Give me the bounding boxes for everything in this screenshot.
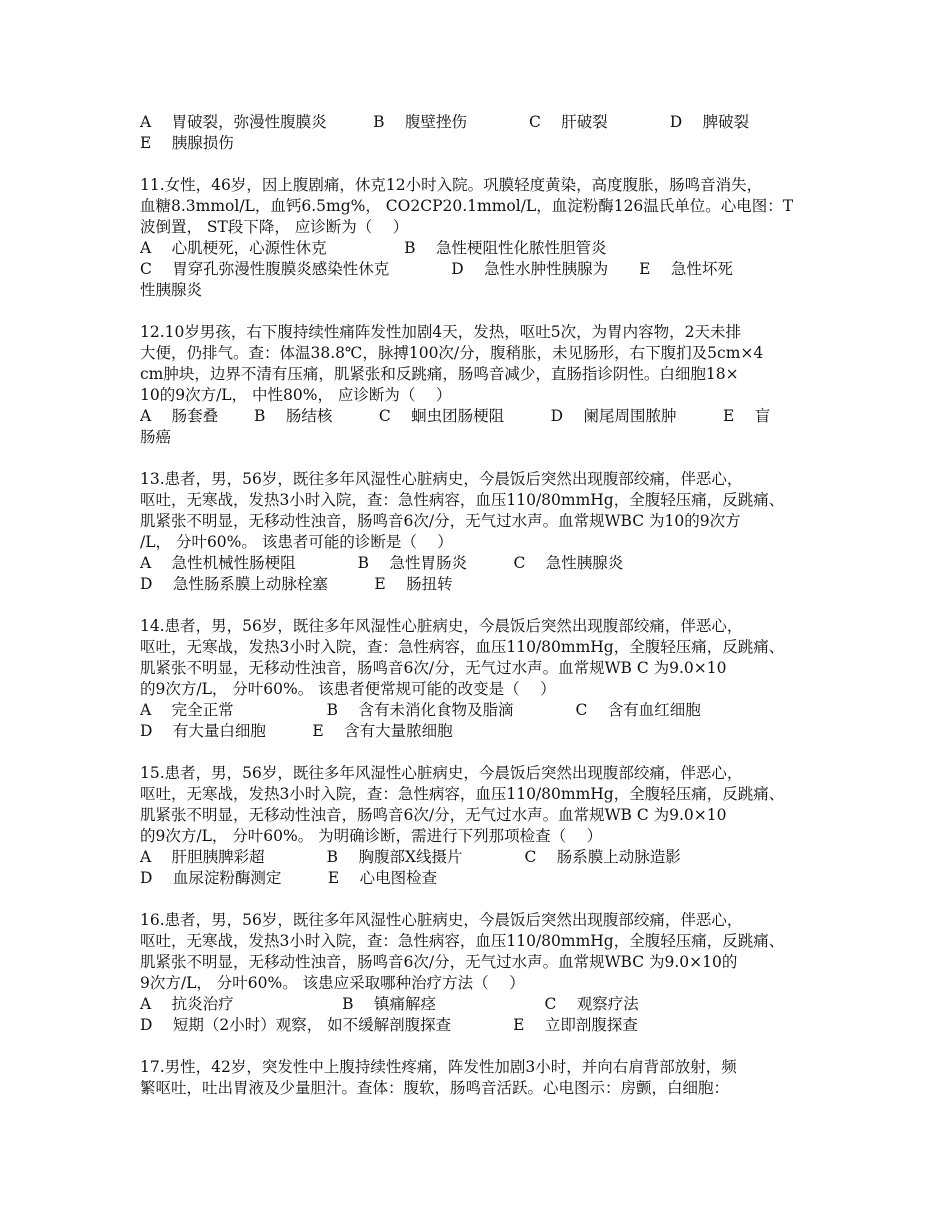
question-stem: 11.女性，46岁，因上腹剧痛，休克12小时入院。巩膜轻度黄染，高度腹胀，肠鸣音消失， — [140, 176, 763, 194]
question-10-options — [140, 112, 820, 154]
question-14 — [140, 616, 820, 742]
question-15 — [140, 763, 820, 889]
question-stem: 呕吐，无寒战，发热3小时入院，查：急性病容，血压110/80mmHg，全腹轻压痛，反跳痛、 — [140, 491, 785, 509]
question-stem: /L， 分叶60%。 该患者可能的诊断是（ ） — [140, 533, 453, 551]
option-line: D 血尿淀粉酶测定 E 心电图检查 — [140, 869, 438, 887]
option-line: D 有大量白细胞 E 含有大量脓细胞 — [140, 722, 453, 740]
question-stem: 肌紧张不明显，无移动性浊音，肠鸣音6次/分，无气过水声。血常规WB C 为9.0×10 — [140, 659, 727, 677]
question-stem: 14.患者，男，56岁，既往多年风湿性心脏病史，今晨饭后突然出现腹部绞痛，伴恶心， — [140, 617, 743, 635]
question-stem: 的9次方/L， 分叶60%。 该患者便常规可能的改变是（ ） — [140, 680, 556, 698]
question-stem: 血糖8.3mmol/L，血钙6.5mg%， CO2CP20.1mmol/L，血淀粉酶126温氏单位。心电图：T — [140, 197, 794, 215]
question-stem: 9次方/L， 分叶60%。 该患应采取哪种治疗方法（ ） — [140, 974, 525, 992]
option-line: A 胃破裂，弥漫性腹膜炎 B 腹壁挫伤 C 肝破裂 D 脾破裂 — [140, 113, 750, 131]
question-11 — [140, 175, 820, 301]
question-stem: 呕吐，无寒战，发热3小时入院，查：急性病容，血压110/80mmHg，全腹轻压痛，反跳痛、 — [140, 785, 785, 803]
question-stem: 呕吐，无寒战，发热3小时入院，查：急性病容，血压110/80mmHg，全腹轻压痛，反跳痛、 — [140, 638, 785, 656]
option-line: D 短期（2小时）观察， 如不缓解剖腹探查 E 立即剖腹探查 — [140, 1016, 638, 1034]
option-line: 性胰腺炎 — [140, 281, 203, 299]
question-16 — [140, 910, 820, 1036]
question-stem: 肌紧张不明显，无移动性浊音，肠鸣音6次/分，无气过水声。血常规WBC 为10的9次方 — [140, 512, 741, 530]
option-line: 肠癌 — [140, 428, 172, 446]
question-list — [140, 112, 820, 1099]
question-stem: 10的9次方/L， 中性80%， 应诊断为（ ） — [140, 386, 452, 404]
option-line: E 胰腺损伤 — [140, 134, 234, 152]
question-stem: 肌紧张不明显，无移动性浊音，肠鸣音6次/分，无气过水声。血常规WB C 为9.0×10 — [140, 806, 727, 824]
question-stem: 繁呕吐，吐出胃液及少量胆汁。查体：腹软，肠鸣音活跃。心电图示：房颤，白细胞： — [140, 1079, 730, 1097]
option-line: A 心肌梗死，心源性休克 B 急性梗阻性化脓性胆管炎 — [140, 239, 607, 257]
option-line: A 肝胆胰脾彩超 B 胸腹部X线摄片 C 肠系膜上动脉造影 — [140, 848, 681, 866]
question-12 — [140, 322, 820, 448]
option-line: D 急性肠系膜上动脉栓塞 E 肠扭转 — [140, 575, 453, 593]
question-17 — [140, 1057, 820, 1099]
question-stem: 呕吐，无寒战，发热3小时入院，查：急性病容，血压110/80mmHg，全腹轻压痛，反跳痛、 — [140, 932, 785, 950]
option-line: A 急性机械性肠梗阻 B 急性胃肠炎 C 急性胰腺炎 — [140, 554, 624, 572]
question-13 — [140, 469, 820, 595]
question-stem: 15.患者，男，56岁，既往多年风湿性心脏病史，今晨饭后突然出现腹部绞痛，伴恶心， — [140, 764, 743, 782]
question-stem: 12.10岁男孩，右下腹持续性痛阵发性加剧4天，发热，呕吐5次，为胃内容物，2天未排 — [140, 323, 741, 341]
question-stem: 大便，仍排气。查：体温38.8℃，脉搏100次/分，腹稍胀，未见肠形，右下腹扪及5cm×4 — [140, 344, 764, 362]
question-stem: 17.男性，42岁，突发性中上腹持续性疼痛，阵发性加剧3小时，并向右肩背部放射，频 — [140, 1058, 737, 1076]
option-line: A 抗炎治疗 B 镇痛解痉 C 观察疗法 — [140, 995, 639, 1013]
option-line: C 胃穿孔弥漫性腹膜炎感染性休克 D 急性水肿性胰腺为 E 急性坏死 — [140, 260, 733, 278]
question-stem: 16.患者，男，56岁，既往多年风湿性心脏病史，今晨饭后突然出现腹部绞痛，伴恶心， — [140, 911, 743, 929]
question-stem: 13.患者，男，56岁，既往多年风湿性心脏病史，今晨饭后突然出现腹部绞痛，伴恶心， — [140, 470, 743, 488]
option-line: A 完全正常 B 含有未消化食物及脂滴 C 含有血红细胞 — [140, 701, 701, 719]
question-stem: 波倒置， ST段下降， 应诊断为（ ） — [140, 218, 409, 236]
question-stem: 的9次方/L， 分叶60%。 为明确诊断，需进行下列那项检查（ ） — [140, 827, 603, 845]
option-line: A 肠套叠 B 肠结核 C 蛔虫团肠梗阻 D 阑尾周围脓肿 E 盲 — [140, 407, 771, 425]
question-stem: cm肿块，边界不清有压痛，肌紧张和反跳痛，肠鸣音减少，直肠指诊阴性。白细胞18× — [140, 365, 739, 383]
question-stem: 肌紧张不明显，无移动性浊音，肠鸣音6次/分，无气过水声。血常规WBC 为9.0×10的 — [140, 953, 738, 971]
